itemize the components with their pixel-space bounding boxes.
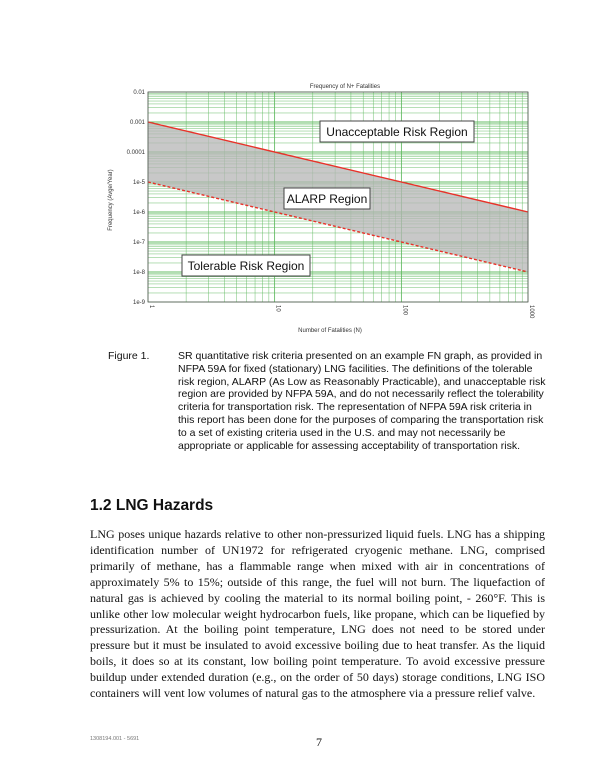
y-axis-label: Frequency (Avge/Year) — [108, 169, 114, 231]
tolerable-region-label — [182, 255, 310, 276]
x-tick-labels — [148, 305, 534, 319]
page-number: 7 — [316, 735, 322, 749]
y-tick-labels — [127, 90, 146, 306]
figure-label: Figure 1. — [108, 350, 150, 362]
x-tick-label: 1000 — [528, 305, 534, 319]
x-axis-label: Number of Fatalities (N) — [298, 328, 362, 334]
svg-text:ALARP Region: ALARP Region — [286, 192, 368, 206]
y-tick-label: 1e-7 — [132, 240, 145, 246]
unacceptable-region-label — [320, 121, 474, 142]
svg-text:Unacceptable Risk Region: Unacceptable Risk Region — [326, 125, 468, 139]
y-tick-label: 0.001 — [129, 120, 145, 126]
x-tick-label: 10 — [274, 305, 281, 312]
y-tick-label: 1e-5 — [132, 180, 145, 186]
y-tick-label: 0.01 — [133, 90, 145, 96]
fn-risk-chart — [100, 80, 540, 340]
y-tick-label: 0.0001 — [126, 150, 145, 156]
figure-caption — [108, 350, 548, 452]
x-tick-label: 100 — [401, 305, 408, 316]
y-tick-label: 1e-8 — [132, 270, 145, 276]
section-body: LNG poses unique hazards relative to other non-pressurized liquid fuels. LNG has a shipping identification number of UN1972 for refrigerated cryogenic methane. LNG, comprised primarily of methane, has a flammable range when mixed with air in concentrations of approximately 5% to 15%; outside of this range, the fuel will not burn. The liquefaction of natural gas is achieved by cooling the material to its normal boiling point, - 260°F. This is unlike other low molecular weight hydrocarbon fuels, like propane, which can be liquefied by pressurization. At the boiling point temperature, LNG does not need to be stored under pressure but it must be insulated to avoid excessive boiling due to heat transfer. As the liquid boils, it does so at its constant, low boiling point temperature. To avoid excessive pressure buildup under extended duration (e.g., on the order of 50 days) storage conditions, LNG ISO containers will vent low volumes of natural gas to the atmosphere via a pressure relief valve. — [90, 527, 545, 701]
section-heading: 1.2 LNG Hazards — [90, 497, 214, 514]
y-tick-label: 1e-6 — [132, 210, 145, 216]
svg-text:Tolerable Risk Region: Tolerable Risk Region — [187, 259, 305, 273]
footer-document-code: 1308194.001 - 5691 — [90, 736, 140, 742]
x-tick-label: 1 — [148, 305, 154, 309]
alarp-region-label — [284, 188, 370, 209]
chart-title: Frequency of N+ Fatalities — [309, 84, 381, 90]
y-tick-label: 1e-9 — [132, 300, 145, 306]
figure-caption-text: SR quantitative risk criteria presented on an example FN graph, as provided in NFPA 59A for fixed (stationary) LNG facilities. The definitions of the tolerable risk region, ALARP (As Low as Reasonably Practicable), and unacceptable risk region are provided by NFPA 59A, and do not necessarily reflect the tolerability criteria for transportation risk. The representation of NFPA 59A risk criteria in this report has been done for the purposes of comparing the transportation risk to a set of existing criteria used in the U.S. and may not necessarily be appropriate or applicable for assessing acceptability of transportation risk. — [178, 350, 546, 452]
